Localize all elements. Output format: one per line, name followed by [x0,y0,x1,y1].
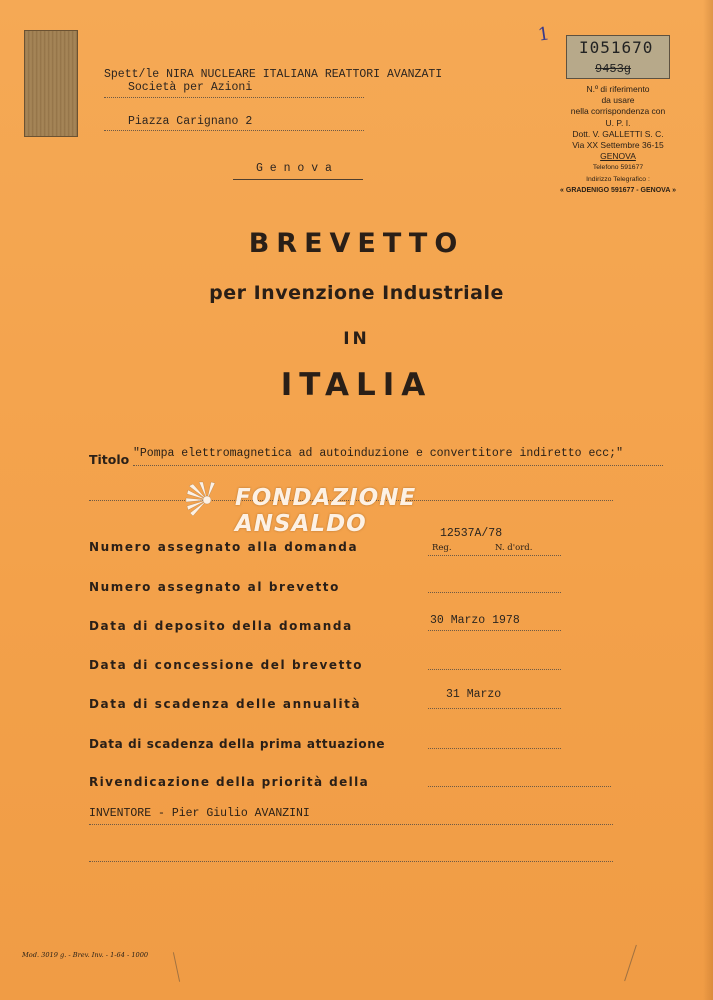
field-rule [428,786,611,787]
form-code: Mod. 3019 g. - Brev. Inv. - 1-64 - 1000 [22,951,149,959]
upi-telegraph-address: « GRADENIGO 591677 - GENOVA » [560,186,676,194]
field-label-domanda: Numero assegnato alla domanda [89,540,359,554]
titolo-rule [133,465,663,466]
watermark-text: FONDAZIONE ANSALDO [235,485,417,537]
recipient-name: Spett/le NIRA NUCLEARE ITALIANA REATTORI AVANZATI [104,68,443,81]
upi-city: GENOVA [600,151,636,162]
inventor-line: INVENTORE - Pier Giulio AVANZINI [89,807,310,820]
sunburst-logo-icon [183,480,231,520]
pencil-stroke [624,945,637,981]
upi-line: nella corrispondenza con [570,106,666,117]
document-connector: IN [343,329,370,349]
upi-telegraph-label: Indirizzo Telegrafico : [586,175,650,183]
titolo-label: Titolo [89,452,130,467]
handwritten-reference: I051670 [579,38,654,57]
struck-reference: 9453g [595,62,632,76]
paper-edge-shadow [703,0,713,1000]
field-rule [428,555,561,556]
field-reg-label: Reg. [432,543,452,553]
field-value-domanda: 12537A/78 [440,527,503,540]
field-value-deposito: 30 Marzo 1978 [430,614,520,627]
field-rule [428,592,561,593]
upi-line: Dott. V. GALLETTI S. C. [572,128,664,139]
upi-contact-block [548,84,688,196]
recipient-street: Piazza Carignano 2 [128,115,253,128]
field-rule [428,708,561,709]
field-nord-label: N. d'ord. [495,543,533,553]
upi-line: N.º di riferimento [586,84,650,94]
field-rule [428,748,561,749]
document-subtitle: per Invenzione Industriale [209,282,504,304]
titolo-value: "Pompa elettromagnetica ad autoinduzione e convertitore indiretto ecc;" [133,447,623,460]
binding-tape [24,30,78,137]
address-rule [104,97,364,98]
upi-line: da usare [601,95,635,106]
address-rule [104,130,364,131]
field-label-attuazione: Data di scadenza della prima attuazione [89,737,386,751]
document-title: BREVETTO [248,228,465,259]
field-label-deposito: Data di deposito della domanda [89,619,353,633]
handwritten-page-mark: 1 [536,23,551,46]
blank-rule [89,861,613,862]
field-rule [428,630,561,631]
document-country: ITALIA [280,367,433,403]
pencil-stroke [173,952,180,982]
address-rule [233,179,363,180]
upi-line: U. P. I. [605,117,631,128]
recipient-city: G e n o v a [256,162,332,175]
upi-line: Via XX Settembre 36-15 [572,140,664,151]
field-label-brevetto: Numero assegnato al brevetto [89,580,340,594]
field-value-annualita: 31 Marzo [446,688,502,701]
field-label-priorita: Rivendicazione della priorità della [89,775,370,789]
field-label-annualita: Data di scadenza delle annualità [89,697,362,711]
inventor-rule [89,824,613,825]
field-label-concessione: Data di concessione del brevetto [89,658,364,672]
recipient-company-type: Società per Azioni [128,81,253,94]
reference-number-box [566,35,670,79]
upi-phone: Telefono 591677 [592,164,644,172]
field-rule [428,669,561,670]
